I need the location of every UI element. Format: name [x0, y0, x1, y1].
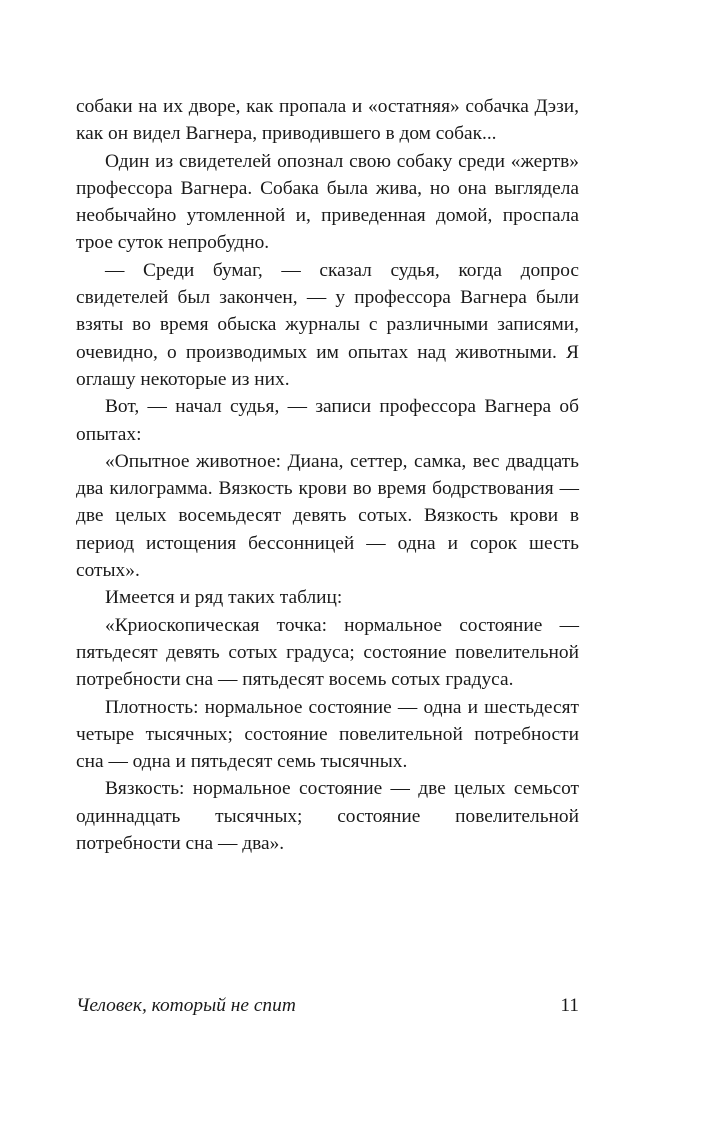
running-title: Человек, который не спит — [76, 995, 296, 1016]
paragraph: собаки на их дворе, как пропала и «остатняя» собачка Дэзи, как он видел Вагнера, приводившего в дом собак... — [76, 96, 579, 145]
paragraph: «Криоскопическая точка: нормальное состояние — пятьдесят девять сотых градуса; состояние повелительной потребности сна — пятьдесят восемь сотых градуса. — [76, 614, 579, 691]
paragraph: — Среди бумаг, — сказал судья, когда допрос свидетелей был закончен, — у профессора Вагнера были взяты во время обыска журналы с различными записями, очевидно, о производимых им опытах над животными. Я оглашу некоторые из них. — [76, 259, 579, 390]
paragraph: Вязкость: нормальное состояние — две целых семьсот одиннадцать тысячных; состояние повелительной потребности сна — два». — [76, 778, 579, 855]
paragraph: Плотность: нормальное состояние — одна и шестьдесят четыре тысячных; состояние повелительной потребности сна — одна и пятьдесят семь тысячных. — [76, 696, 579, 773]
paragraph: «Опытное животное: Диана, сеттер, самка, вес двадцать два килограмма. Вязкость крови во время бодрствования — две целых восемьдесят девять сотых. Вязкость крови в период истощения бессонницей — одна и сорок шесть сотых». — [76, 450, 579, 582]
page-number: 11 — [560, 995, 579, 1016]
page-footer — [76, 992, 579, 1020]
paragraph: Вот, — начал судья, — записи профессора Вагнера об опытах: — [76, 396, 579, 445]
paragraph: Имеется и ряд таких таблиц: — [105, 587, 343, 609]
paragraph: Один из свидетелей опознал свою собаку среди «жертв» профессора Вагнера. Собака была жива, но она выглядела необычайно утомленной и, приведенная домой, проспала трое суток непробудно. — [76, 150, 579, 254]
body-text — [76, 93, 579, 857]
